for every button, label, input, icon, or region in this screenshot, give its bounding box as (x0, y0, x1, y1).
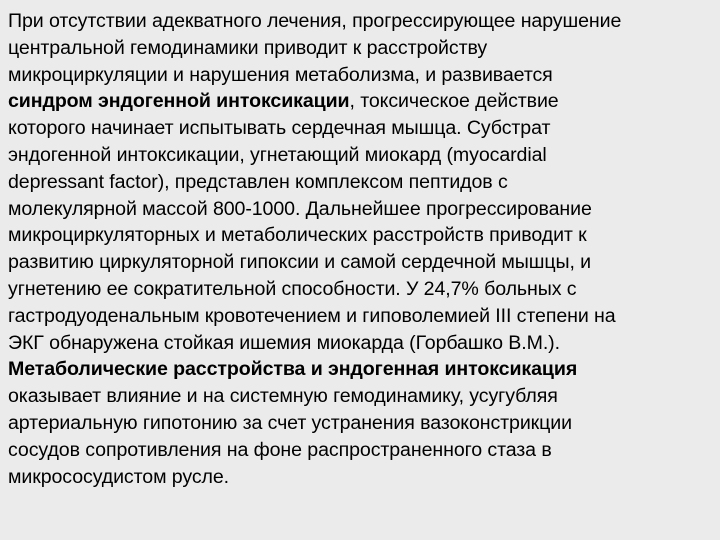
text-line (8, 330, 714, 357)
text-line (8, 169, 714, 196)
text-line (8, 437, 714, 464)
text-run: артериальную гипотонию за счет устранения вазоконстрикции (8, 411, 572, 434)
bold-text-run: Метаболические расстройства и эндогенная интоксикация (8, 358, 578, 381)
text-line (8, 35, 714, 62)
text-run: центральной гемодинамики приводит к расстройству (8, 36, 488, 59)
text-run: depressant factor), представлен комплексом пептидов с (8, 170, 508, 193)
text-line (8, 88, 714, 115)
text-line (8, 115, 714, 142)
text-run: оказывает влияние и на системную гемодинамику, усугубляя (8, 385, 558, 408)
text-run: которого начинает испытывать сердечная мышца. Субстрат (8, 117, 551, 140)
text-line (8, 8, 714, 35)
text-run: микроциркуляции и нарушения метаболизма, и развивается (8, 63, 553, 86)
text-line (8, 142, 714, 169)
text-run: , токсическое действие (349, 90, 559, 113)
body-text (8, 8, 714, 490)
text-run: ЭКГ обнаружена стойкая ишемия миокарда (Горбашко В.М.). (8, 331, 560, 354)
text-run: сосудов сопротивления на фоне распространенного стаза в (8, 438, 552, 461)
text-line (8, 383, 714, 410)
text-line (8, 464, 714, 491)
text-run: гастродуоденальным кровотечением и гиповолемией III степени на (8, 304, 616, 327)
text-line (8, 196, 714, 223)
text-run: угнетению ее сократительной способности. У 24,7% больных с (8, 277, 577, 300)
text-line (8, 222, 714, 249)
text-run: эндогенной интоксикации, угнетающий миокард (myocardial (8, 143, 547, 166)
text-line (8, 276, 714, 303)
text-line (8, 410, 714, 437)
text-line (8, 303, 714, 330)
text-line (8, 62, 714, 89)
bold-text-run: синдром эндогенной интоксикации (8, 90, 350, 113)
text-run: микроциркуляторных и метаболических расстройств приводит к (8, 224, 587, 247)
text-run: При отсутствии адекватного лечения, прогрессирующее нарушение (8, 10, 622, 32)
text-run: микрососудистом русле. (8, 465, 230, 488)
text-run: развитию циркуляторной гипоксии и самой сердечной мышцы, и (8, 251, 591, 274)
text-line (8, 356, 714, 383)
text-line (8, 249, 714, 276)
text-run: молекулярной массой 800-1000. Дальнейшее прогрессирование (8, 197, 592, 220)
